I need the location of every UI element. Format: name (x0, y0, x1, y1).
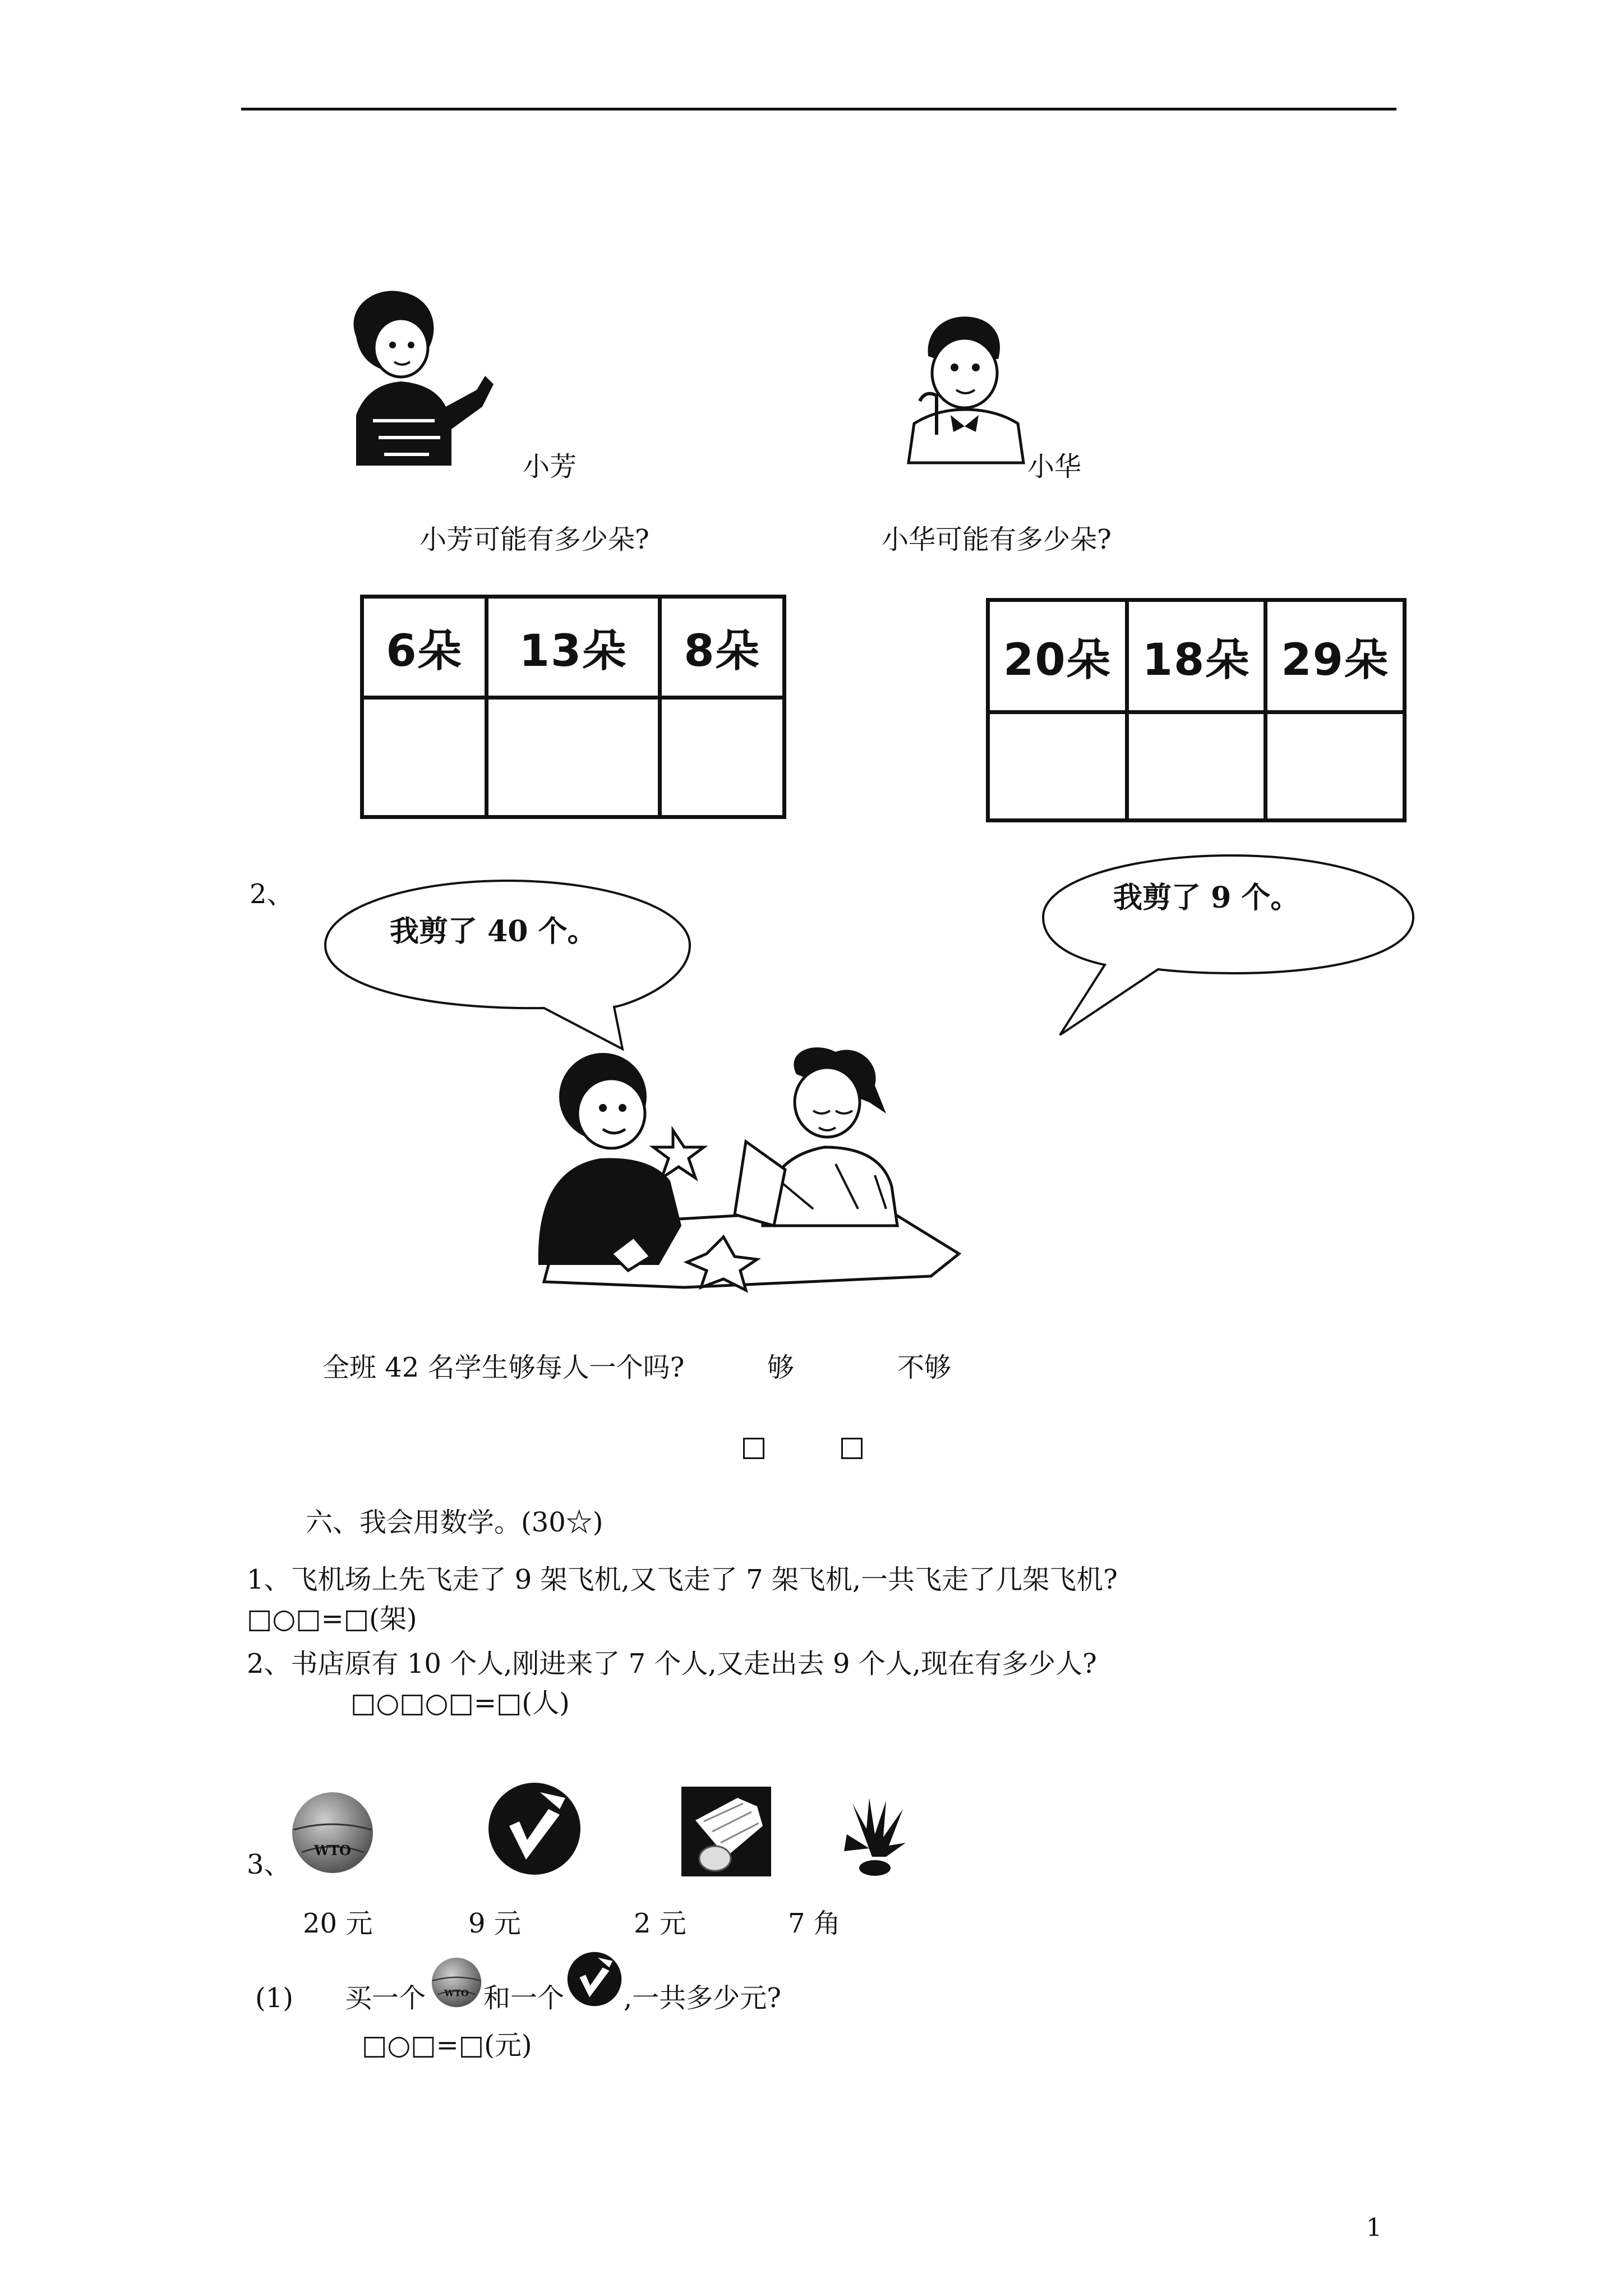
shuttlecock-icon (681, 1787, 771, 1876)
girl-options-table (360, 595, 786, 819)
jianzi-icon (836, 1795, 914, 1876)
sub-question-1-formula[interactable]: □○□=□(元) (362, 2030, 532, 2061)
boy-option-3: 29朵 (1266, 600, 1405, 712)
volleyball-icon (487, 1781, 582, 1876)
sub-question-1-text-b: 和一个 (483, 1982, 565, 2014)
boy-xiaohua-illustration (903, 311, 1026, 463)
boy-question: 小华可能有多少朵? (882, 524, 1112, 555)
girl-speech-text: 我剪了 9 个。 (1113, 881, 1300, 915)
volleyball-small-icon (566, 1951, 623, 2007)
sub-question-1-text-c: ,一共多少元? (624, 1982, 781, 2014)
basketball-small-label: WTO (444, 1987, 469, 1999)
boy-answer-cell-1[interactable] (988, 712, 1127, 821)
boy-speech-text: 我剪了 40 个。 (390, 914, 597, 949)
boy-answer-cell-3[interactable] (1266, 712, 1405, 821)
shuttlecock-price: 2 元 (634, 1908, 686, 1939)
girl-option-3: 8朵 (660, 597, 785, 698)
volleyball-price: 9 元 (468, 1908, 521, 1939)
girl-answer-cell-2[interactable] (486, 698, 660, 817)
children-cutting-stars-illustration (522, 1041, 981, 1310)
basketball-small-icon (431, 1957, 482, 2008)
basketball-price: 20 元 (303, 1908, 373, 1939)
problem-1-text: 1、飞机场上先飞走了 9 架飞机,又飞走了 7 架飞机,一共飞走了几架飞机? (247, 1564, 1118, 1595)
girl-answer-cell-3[interactable] (660, 698, 785, 817)
question-2-text: 全班 42 名学生够每人一个吗? (322, 1352, 685, 1383)
section-6-heading: 六、我会用数学。(30☆) (306, 1507, 603, 1538)
boy-option-1: 20朵 (988, 600, 1127, 712)
option-enough-label: 够 (767, 1352, 795, 1383)
girl-option-1: 6朵 (362, 597, 487, 698)
basketball-icon (291, 1791, 375, 1875)
sub-question-1-text-a: 买一个 (345, 1982, 426, 2014)
boy-name-label: 小华 (1027, 451, 1082, 482)
boy-options-table (986, 598, 1407, 822)
problem-2-formula[interactable]: □○□○□=□(人) (351, 1687, 570, 1719)
sub-question-1-number: (1) (255, 1982, 293, 2014)
option-not-enough-label: 不够 (897, 1352, 952, 1383)
boy-speech-bubble (317, 878, 698, 1052)
girl-xiaofang-illustration (334, 286, 496, 466)
question-2-number: 2、 (250, 878, 294, 910)
problem-2-text: 2、书店原有 10 个人,刚进来了 7 个人,又走出去 9 个人,现在有多少人? (247, 1648, 1097, 1680)
boy-option-2: 18朵 (1127, 600, 1266, 712)
boy-answer-cell-2[interactable] (1127, 712, 1266, 821)
girl-answer-cell-1[interactable] (362, 698, 487, 817)
not-enough-checkbox[interactable] (841, 1438, 863, 1459)
header-rule (241, 108, 1396, 111)
enough-checkbox[interactable] (743, 1438, 764, 1459)
jianzi-price: 7 角 (788, 1908, 841, 1939)
problem-1-formula[interactable]: □○□=□(架) (247, 1603, 417, 1635)
problem-3-number: 3、 (247, 1849, 291, 1880)
girl-name-label: 小芳 (523, 451, 577, 482)
girl-option-2: 13朵 (486, 597, 660, 698)
page-number: 1 (1366, 2214, 1382, 2242)
girl-question: 小芳可能有多少朵? (419, 524, 649, 555)
basketball-label: WTO (314, 1842, 351, 1858)
